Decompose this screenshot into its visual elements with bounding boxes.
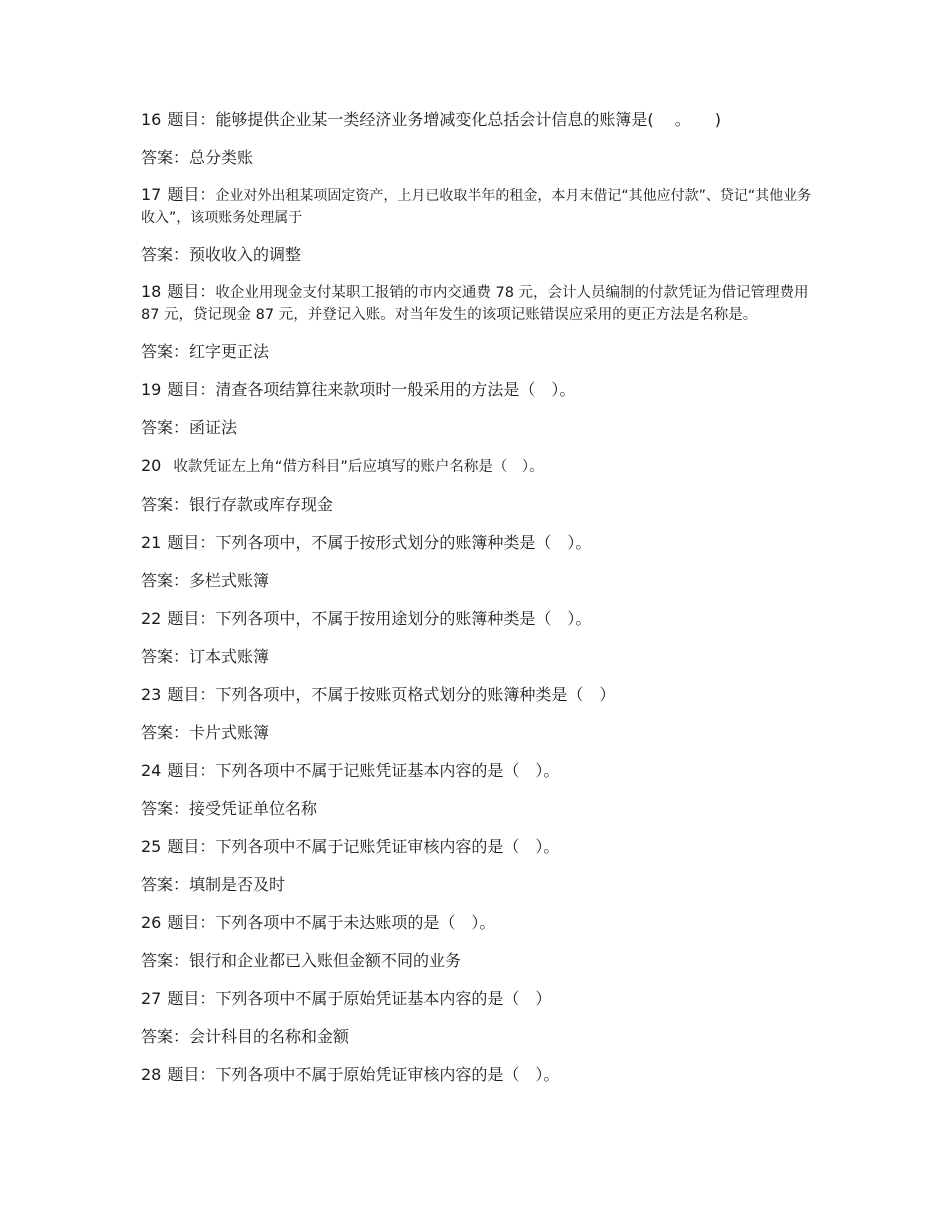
question-25: 25 题目：下列各项中不属于记账凭证审核内容的是（ ）。 [141, 837, 560, 856]
question-19: 19 题目：清查各项结算往来款项时一般采用的方法是（ ）。 [141, 380, 576, 399]
question-20: 20 收款凭证左上角“借方科目”后应填写的账户名称是（ ）。 [141, 456, 544, 475]
question-23: 23 题目：下列各项中，不属于按账页格式划分的账簿种类是（ ） [141, 685, 616, 704]
question-27: 27 题目：下列各项中不属于原始凭证基本内容的是（ ） [141, 989, 552, 1008]
answer-24: 答案：接受凭证单位名称 [141, 799, 318, 818]
question-18: 18 题目：收企业用现金支付某职工报销的市内交通费 78 元，会计人员编制的付款凭证为借记管理费用 87 元，贷记现金 87 元，并登记入账。对当年发生的该项记账错误应采用的更正方法是名称是。 [141, 282, 809, 323]
answer-23: 答案：卡片式账簿 [141, 723, 270, 742]
answer-22: 答案：订本式账簿 [141, 647, 270, 666]
question-24: 24 题目：下列各项中不属于记账凭证基本内容的是（ ）。 [141, 761, 560, 780]
answer-25: 答案：填制是否及时 [141, 875, 286, 894]
question-28: 28 题目：下列各项中不属于原始凭证审核内容的是（ ）。 [141, 1065, 560, 1084]
answer-16: 答案：总分类账 [141, 148, 254, 167]
document-page [141, 108, 821, 1101]
answer-27: 答案：会计科目的名称和金额 [141, 1027, 350, 1046]
question-17: 17 题目：企业对外出租某项固定资产，上月已收取半年的租金，本月末借记“其他应付款”、贷记“其他业务收入”，该项账务处理属于 [141, 185, 812, 226]
answer-20: 答案：银行存款或库存现金 [141, 495, 334, 514]
answer-21: 答案：多栏式账簿 [141, 571, 270, 590]
answer-18: 答案：红字更正法 [141, 342, 270, 361]
answer-17: 答案：预收收入的调整 [141, 245, 302, 264]
question-21: 21 题目：下列各项中，不属于按形式划分的账簿种类是（ ）。 [141, 533, 592, 552]
answer-26: 答案：银行和企业都已入账但金额不同的业务 [141, 951, 462, 970]
question-16: 16 题目：能够提供企业某一类经济业务增减变化总括会计信息的账簿是( 。 ) [141, 110, 721, 129]
answer-19: 答案：函证法 [141, 418, 238, 437]
question-22: 22 题目：下列各项中，不属于按用途划分的账簿种类是（ ）。 [141, 609, 592, 628]
question-26: 26 题目：下列各项中不属于未达账项的是（ ）。 [141, 913, 496, 932]
